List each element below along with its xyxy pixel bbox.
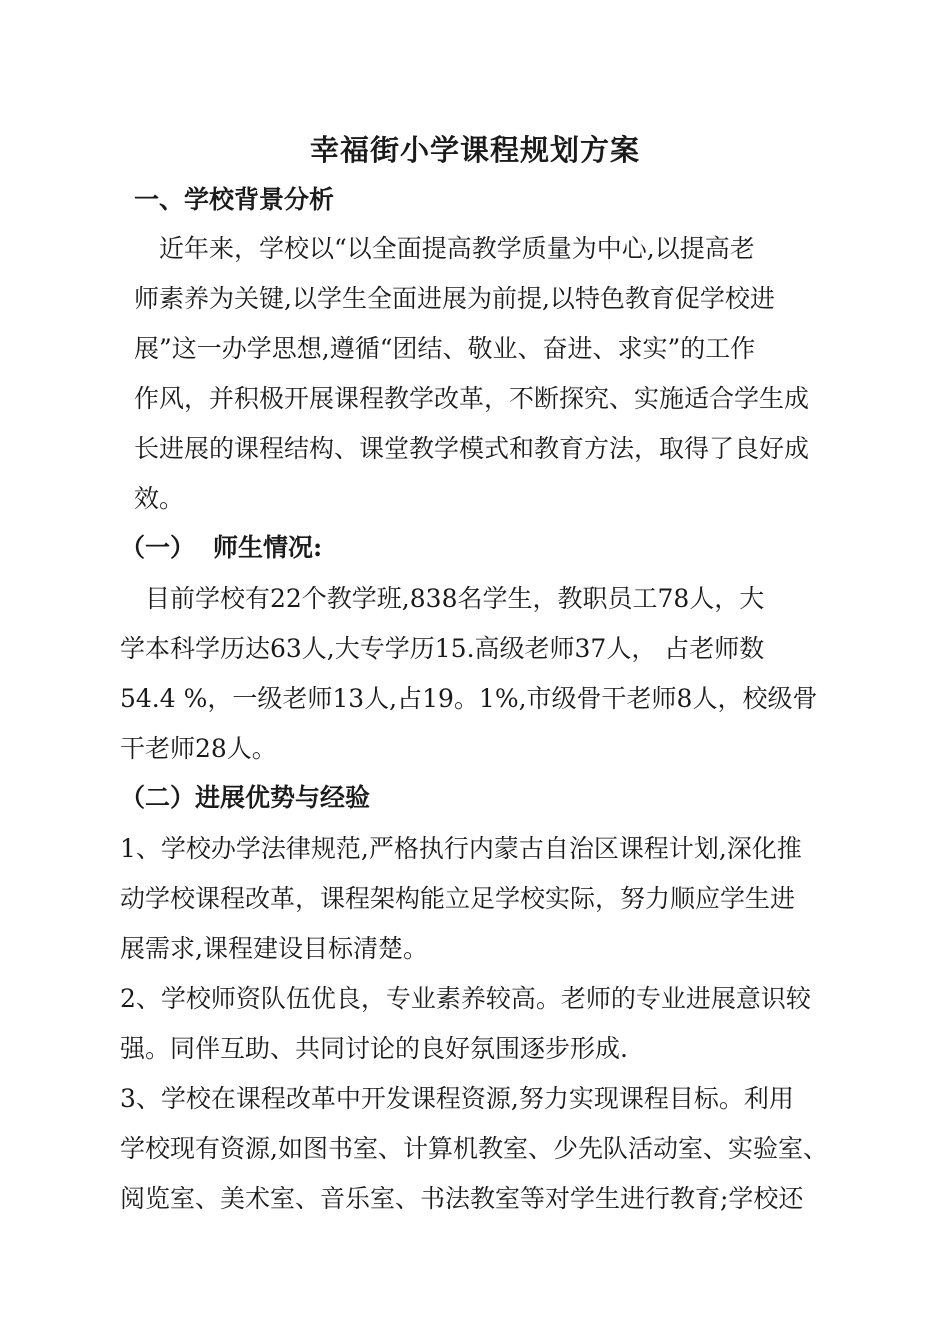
paragraph-line: 展”这一办学思想,遵循“团结、敬业、奋进、求实”的工作: [134, 334, 756, 363]
paragraph-line: 作风，并积极开展课程教学改革，不断探究、实施适合学生成: [134, 384, 810, 413]
advantages-list: [120, 824, 828, 1224]
paragraph-line: 近年来，学校以“以全面提高教学质量为中心,以提高老: [134, 234, 755, 263]
list-line: 动学校课程改革，课程架构能立足学校实际，努力顺应学生进: [120, 884, 796, 913]
background-paragraph: [134, 224, 809, 524]
section-heading-background: 一、学校背景分析: [134, 185, 335, 214]
paragraph-line: 54.4 %，一级老师13人,占19。1%,市级骨干老师8人，校级骨: [120, 684, 818, 713]
subsection-heading-advantages: （二）进展优势与经验: [120, 783, 371, 812]
list-line: 强。同伴互助、共同讨论的良好氛围逐步形成.: [120, 1034, 628, 1063]
list-line: 1、学校办学法律规范,严格执行内蒙古自治区课程计划,深化推: [120, 834, 802, 863]
subsection-heading-teachers-students: [120, 530, 322, 566]
paragraph-line: 师素养为关键,以学生全面进展为前提,以特色教育促学校进: [134, 284, 775, 313]
list-line: 3、学校在课程改革中开发课程资源,努力实现课程目标。利用: [120, 1084, 794, 1113]
paragraph-line: 效。: [134, 484, 185, 513]
list-line: 展需求,课程建设目标清楚。: [120, 934, 428, 963]
subsection-title: 师生情况:: [213, 533, 323, 562]
paragraph-line: 长进展的课程结构、课堂教学模式和教育方法，取得了良好成: [134, 434, 810, 463]
subsection-number: （一）: [120, 533, 196, 562]
list-line: 2、学校师资队伍优良，专业素养较高。老师的专业进展意识较: [120, 984, 811, 1013]
paragraph-line: 目前学校有22个教学班,838名学生，教职员工78人，大: [120, 584, 765, 613]
document-title: 幸福街小学课程规划方案: [309, 133, 640, 167]
paragraph-line: 学本科学历达63人,大专学历15.高级老师37人， 占老师数: [120, 634, 765, 663]
teachers-students-paragraph: [120, 574, 817, 774]
list-line: 学校现有资源,如图书室、计算机教室、少先队活动室、实验室、: [120, 1134, 828, 1163]
list-line: 阅览室、美术室、音乐室、书法教室等对学生进行教育;学校还: [120, 1184, 804, 1213]
paragraph-line: 干老师28人。: [120, 734, 277, 763]
